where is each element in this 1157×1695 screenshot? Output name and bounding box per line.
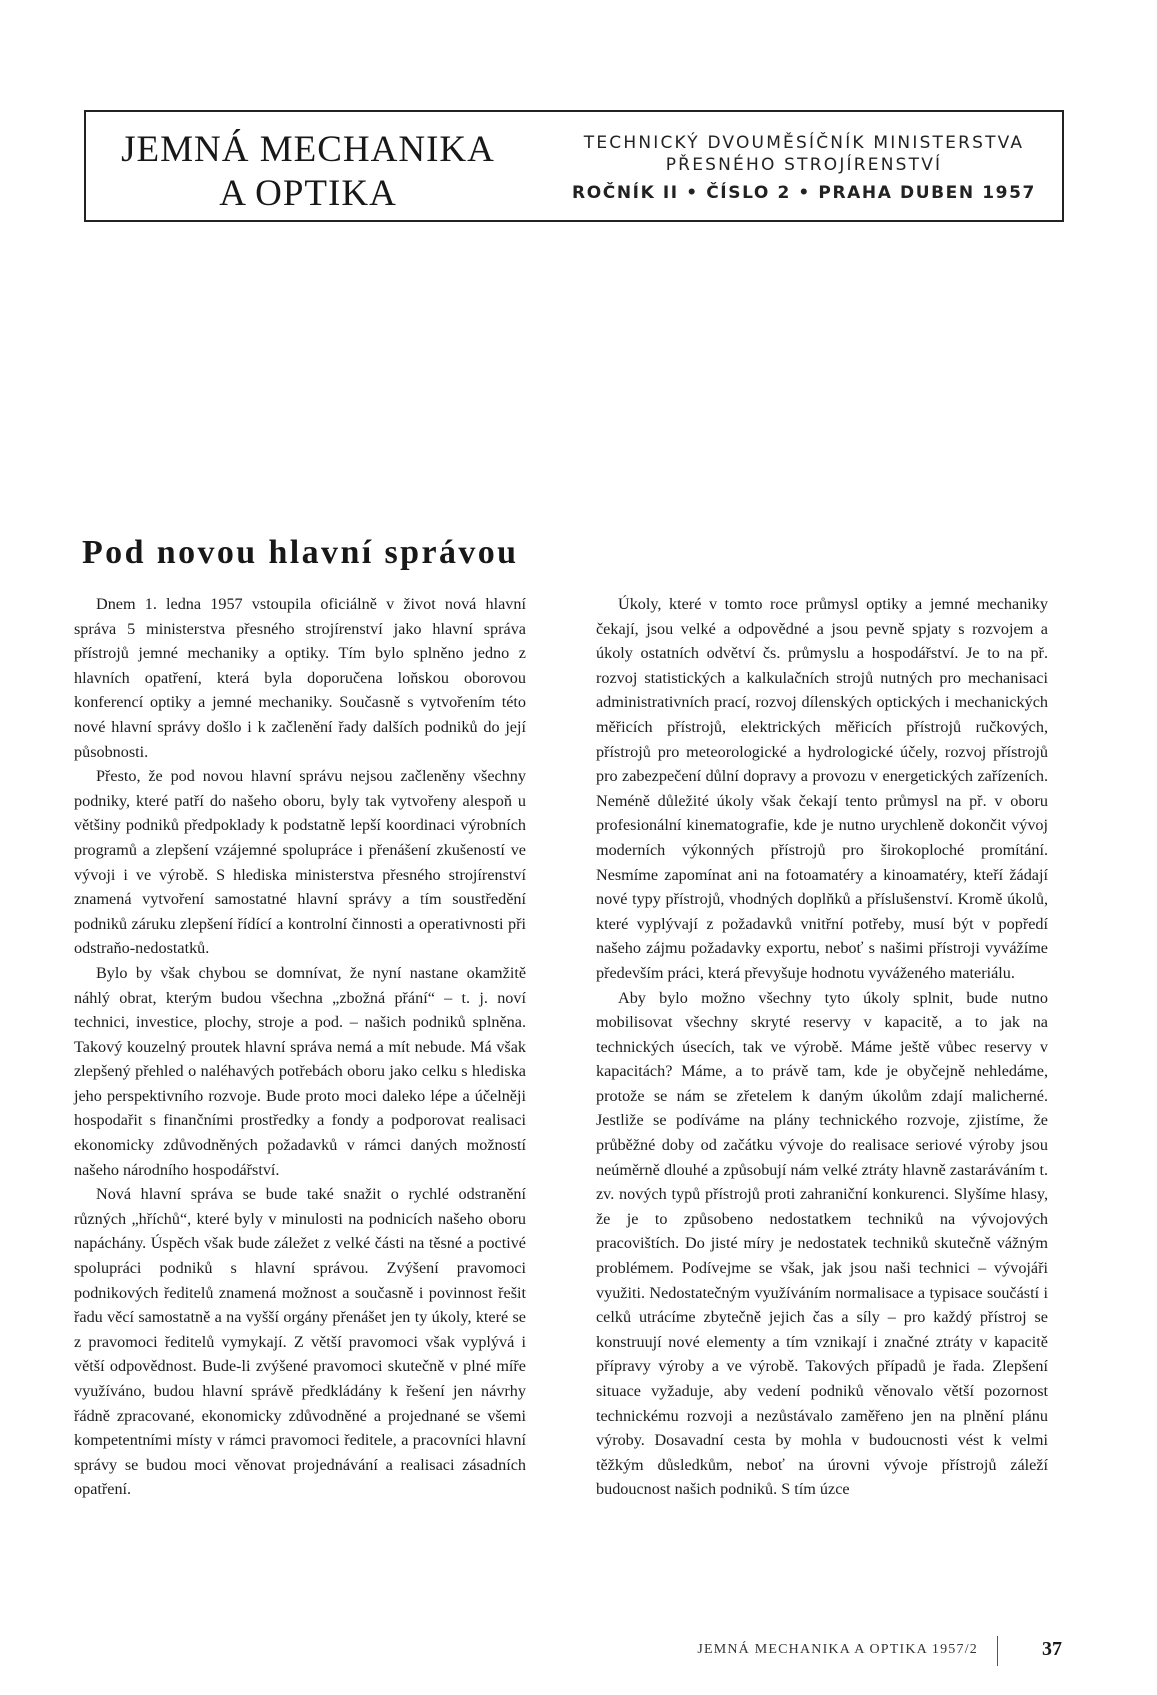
left-column — [74, 592, 526, 1502]
page-number: 37 — [1042, 1638, 1062, 1660]
journal-title-line-1: JEMNÁ MECHANIKA — [121, 129, 495, 170]
journal-title-line-2: A OPTIKA — [219, 173, 397, 214]
paragraph: Přesto, že pod novou hlavní správu nejsou začleněny všechny podniky, které patří do našeho oboru, byly tak vytvořeny alespoň u většiny podniků předpoklady k podstatně lepší koordinaci výrobních programů a zlepšení vzájemné spolupráce i přenášení zkušeností ve vývoji i ve výrobě. S hlediska ministerstva přesného strojírenství znamená vytvoření samostatné hlavní správy a tím soustředění podniků záruku zlepšení řídící a kontrolní činnosti a operativnosti při odstraňo-nedostatků. — [74, 767, 526, 958]
masthead — [84, 110, 1064, 222]
paragraph: Úkoly, které v tomto roce průmysl optiky a jemné mechaniky čekají, jsou velké a odpovědné a jsou pevně spjaty s rozvojem a úkoly ostatních odvětví čs. průmyslu a hospodářství. Je to na př. rozvoj statistických a kalkulačních strojů nutných pro mechanisaci administrativních prací, rozvoj dílenských optických i mechanických měřicích přístrojů, elektrických měřicích přístrojů ručkových, přístrojů pro meteorologické a hydrologické účely, rozvoj přístrojů pro zabezpečení důlní dopravy a provozu v energetických zařízeních. Neméně důležité úkoly však čekají tento průmysl na př. v oboru profesionální kinematografie, kde je nutno urychleně dokončit vývoj moderních výkonných přístrojů pro širokoploché promítání. Nesmíme zapomínat ani na fotoamatéry a kinoamatéry, kteří žádají nové typy přístrojů, vhodných doplňků a příslušenství. Kromě úkolů, které vyplývají z požadavků vnitřní potřeby, musí být v popředí našeho zájmu požadavky exportu, neboť s našimi přístroji vyvážíme především práci, která převyšuje hodnotu vyváženého materiálu. — [596, 595, 1048, 982]
journal-info-line-1: TECHNICKÝ DVOUMĚSÍČNÍK MINISTERSTVA — [583, 133, 1025, 153]
footer-divider — [997, 1636, 998, 1666]
page-footer — [697, 1636, 1070, 1666]
journal-info-line-2: PŘESNÉHO STROJÍRENSTVÍ — [665, 155, 943, 175]
journal-info — [554, 132, 1054, 204]
paragraph: Bylo by však chybou se domnívat, že nyní nastane okamžitě náhlý obrat, kterým budou všechna „zbožná přání“ – t. j. noví technici, investice, plochy, stroje a pod. – našich podniků splněna. Takový kouzelný proutek hlavní správa nemá a mít nebude. Má však zlepšený přehled o naléhavých potřebách oboru jako celku s hlediska jeho perspektivního rozvoje. Bude proto moci daleko lépe a účelněji hospodařit s finančními prostředky a fondy a podporovat realisaci ekonomicky zdůvodněných požadavků v rámci daných možností našeho národního hospodářství. — [74, 963, 526, 1179]
journal-title — [108, 128, 508, 216]
article-title: Pod novou hlavní správou — [82, 534, 519, 571]
right-column — [596, 592, 1048, 1502]
footer-journal-name: JEMNÁ MECHANIKA A OPTIKA 1957/2 — [697, 1642, 978, 1657]
issue-line: ROČNÍK II • ČÍSLO 2 • PRAHA DUBEN 1957 — [572, 183, 1036, 203]
paragraph: Aby bylo možno všechny tyto úkoly splnit, bude nutno mobilisovat všechny skryté reservy v kapacitě, a to jak na technických úsecích, tak ve výrobě. Máme ještě vůbec reservy v kapacitách? Máme, a to právě tam, kde je obyčejně nehledáme, protože se nám se zřetelem k daným úkolům zdají malicherné. Jestliže se podíváme na plány technického rozvoje, zjistíme, že průběžné doby od začátku vývoje do realisace seriové výroby jsou neúměrně dlouhé a způsobují nám velké ztráty hlavně zastaráváním t. zv. nových typů přístrojů proti zahraniční konkurenci. Slyšíme hlasy, že je to způsobeno nedostatkem techniků na vývojových pracovištích. Do jisté míry je nedostatek techniků skutečně vážným problémem. Podívejme se však, jak jsou naši technici – vývojáři využiti. Nedostatečným využíváním normalisace a typisace součástí i celků utrácíme zbytečně jejich čas a síly – pro každý přístroj se konstruují nové elementy a tím vznikají i značné ztráty v kapacitě přípravy výroby a ve výrobě. Takových případů je řada. Zlepšení situace vyžaduje, aby vedení podniků věnovalo větší pozornost technickému rozvoji a nezůstávalo zaměřeno jen na plnění plánu výroby. Dosavadní cesta by mohla v budoucnosti vést k velmi těžkým důsledkům, neboť na úrovni vývoje přístrojů záleží budoucnost našich podniků. S tím úzce — [596, 988, 1048, 1499]
paragraph: Nová hlavní správa se bude také snažit o rychlé odstranění různých „hříchů“, které byly v minulosti na podnicích našeho oboru napáchány. Úspěch však bude záležet z velké části na těsné a poctivé spolupráci podniků s hlavní správou. Zvýšení pravomoci podnikových ředitelů znamená možnost a současně i povinnost řešit řadu věcí samostatně a na vyšší orgány přenášet jen ty úkoly, které se z pravomoci ředitelů vymykají. Z větší pravomoci však vyplývá i větší odpovědnost. Bude-li zvýšené pravomoci skutečně v plné míře využíváno, budou hlavní správě předkládány k řešení jen návrhy řádně zpracované, ekonomicky zdůvodněné a projednané se všemi kompetentními místy v rámci pravomoci ředitele, a pracovníci hlavní správy se budou moci věnovat projednávání a realisaci zásadních opatření. — [74, 1185, 526, 1499]
paragraph: Dnem 1. ledna 1957 vstoupila oficiálně v život nová hlavní správa 5 ministerstva přesného strojírenství jako hlavní správa přístrojů jemné mechaniky a optiky. Tím bylo splněno jedno z hlavních opatření, která byla doporučena loňskou oborovou konferencí optiky a jemné mechaniky. Současně s vytvořením této nové hlavní správy došlo i k začlenění řady dalších podniků do její působnosti. — [74, 595, 526, 761]
